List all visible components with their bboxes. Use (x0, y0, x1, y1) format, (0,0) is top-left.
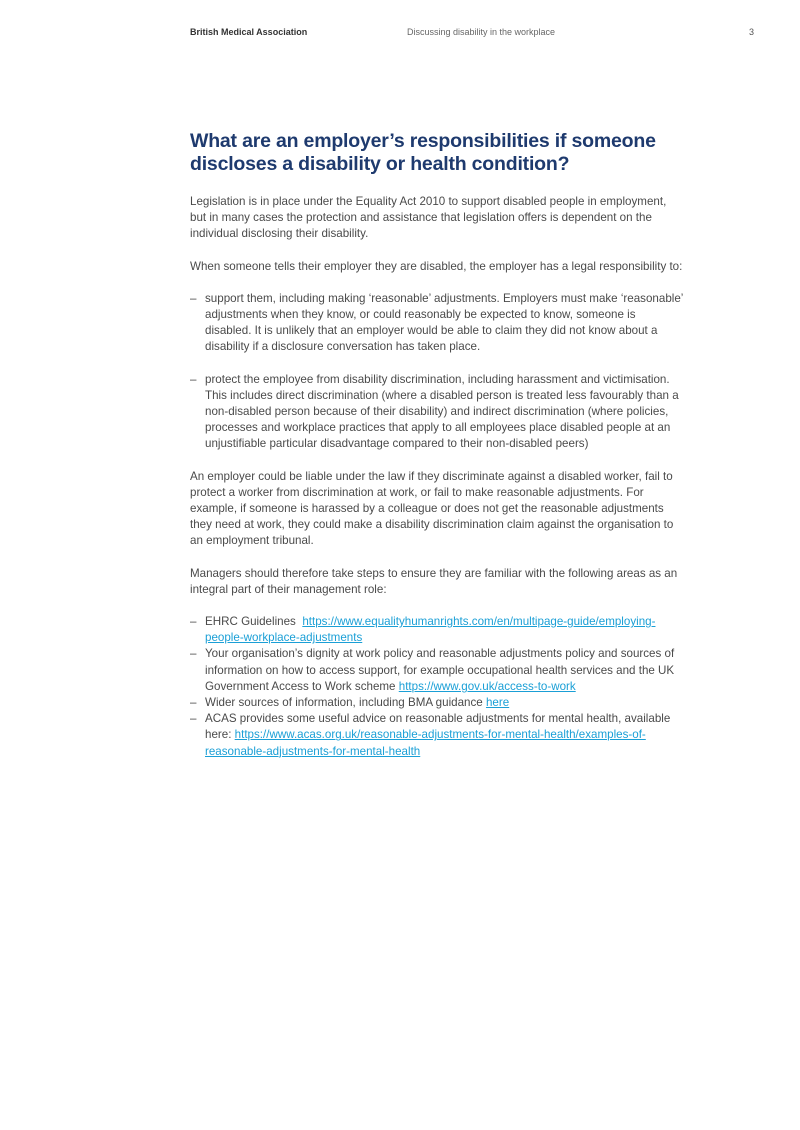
responsibility-text: support them, including making ‘reasonable’ adjustments. Employers must make ‘reasonable’ adjustments when they know, or could reasonably be expected to know, someone is disabled. It is unlikely that an employer would be able to claim they did not know about a disability if a disclosure conversation has taken place. (205, 291, 683, 354)
list-item (190, 646, 684, 695)
list-item (190, 695, 684, 711)
resources-list (190, 614, 684, 760)
access-to-work-link[interactable]: https://www.gov.uk/access-to-work (398, 679, 576, 693)
responsibilities-list (190, 291, 684, 453)
list-item (190, 291, 684, 356)
page-title: What are an employer’s responsibilities if someone discloses a disability or health condition? (190, 130, 656, 175)
running-header (190, 27, 754, 41)
liability-paragraph: An employer could be liable under the law if they discriminate against a disabled worker, fail to protect a worker from discrimination at work, or fail to make reasonable adjustments. For example, if someone is harassed by a colleague or does not get the reasonable adjustments they need at work, they could make a disability discrimination claim against the organisation to an employment tribunal. (190, 469, 674, 548)
intro-paragraph: Legislation is in place under the Equality Act 2010 to support disabled people in employment, but in many cases the protection and assistance that legislation offers is dependent on the individual disclosing their disability. (190, 195, 667, 241)
ehrc-text: EHRC Guidelines (205, 615, 296, 629)
list-item (190, 614, 684, 646)
header-page-number: 3 (748, 27, 754, 37)
responsibility-intro: When someone tells their employer they are disabled, the employer has a legal responsibility to: (190, 259, 683, 273)
header-document-title: Discussing disability in the workplace (407, 27, 556, 37)
dash-bullet: – (190, 372, 197, 386)
acas-link[interactable]: https://www.acas.org.uk/reasonable-adjustments-for-mental-health/examples-of-reasonable-adjustments-for-mental-health (205, 728, 646, 758)
list-item (190, 372, 684, 453)
dash-bullet: – (190, 696, 197, 710)
dash-bullet: – (190, 291, 197, 305)
dash-bullet: – (190, 615, 197, 629)
ehrc-guidelines-link[interactable]: https://www.equalityhumanrights.com/en/multipage-guide/employing-people-workplace-adjustments (205, 615, 656, 645)
acas-text: ACAS provides some useful advice on reasonable adjustments for mental health, available here: (205, 712, 671, 742)
dash-bullet: – (190, 647, 197, 661)
responsibility-text: protect the employee from disability discrimination, including harassment and victimisation. This includes direct discrimination (where a disabled person is treated less favourably than a non-disabled person because of their disability) and indirect discrimination (where policies, processes and workplace practices that apply to all employees place disabled people at an unjustifiable particular disadvantage compared to their non-disabled peers) (205, 372, 679, 451)
main-content (190, 130, 684, 776)
bma-guidance-link[interactable]: here (485, 696, 510, 710)
list-item (190, 711, 684, 760)
policy-text: Your organisation’s dignity at work policy and reasonable adjustments policy and sources of information on how to access support, for example occupational health services and the UK Government Access to Work scheme (205, 647, 675, 693)
header-organisation: British Medical Association (190, 27, 308, 37)
dash-bullet: – (190, 712, 197, 726)
wider-sources-text: Wider sources of information, including BMA guidance (205, 696, 483, 710)
managers-paragraph: Managers should therefore take steps to ensure they are familiar with the following areas as an integral part of their management role: (190, 566, 678, 596)
